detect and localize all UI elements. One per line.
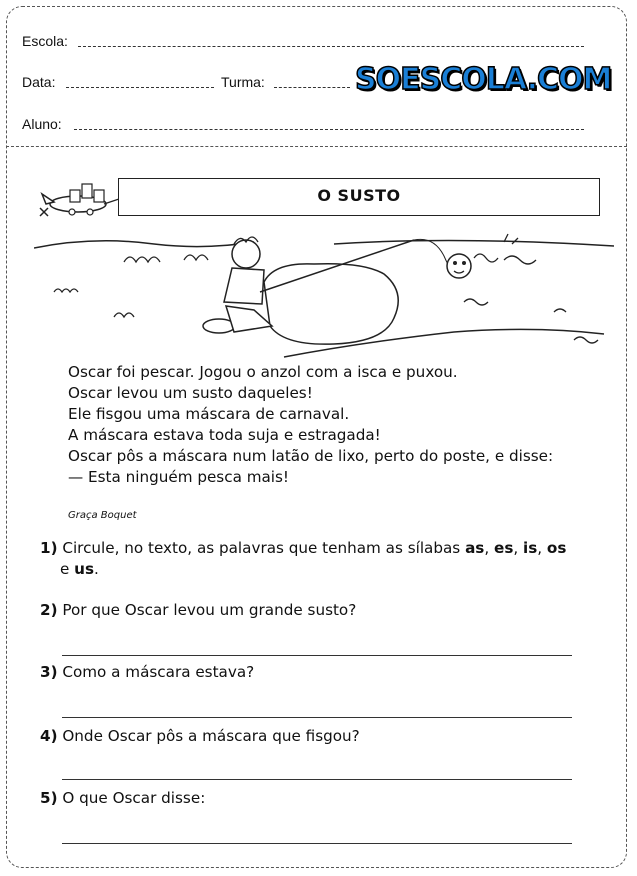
class-field[interactable] — [274, 87, 350, 88]
story-author: Graça Boquet — [68, 510, 137, 521]
syllable-us: us — [74, 560, 95, 578]
story-line: Oscar levou um susto daqueles! — [68, 384, 313, 402]
question-2 — [40, 600, 615, 621]
syllable-os: os — [546, 539, 567, 557]
class-label: Turma: — [221, 74, 265, 90]
question-text-cont: e — [60, 560, 75, 578]
question-number: 2) — [40, 601, 58, 619]
question-number: 1) — [40, 539, 58, 557]
answer-line-5[interactable] — [62, 843, 572, 844]
story-title: O SUSTO — [317, 186, 401, 205]
date-label: Data: — [22, 74, 56, 90]
story-line: Ele fisgou uma máscara de carnaval. — [68, 405, 350, 423]
question-text: Onde Oscar pôs a máscara que fisgou? — [62, 727, 360, 745]
question-text: O que Oscar disse: — [62, 789, 206, 807]
story-line: Oscar pôs a máscara num latão de lixo, perto do poste, e disse: — [68, 447, 554, 465]
separator: , — [484, 539, 495, 557]
period: . — [94, 560, 99, 578]
airplane-illustration — [32, 168, 124, 220]
date-field[interactable] — [66, 87, 214, 88]
question-number: 4) — [40, 727, 58, 745]
separator: , — [513, 539, 524, 557]
question-text: Por que Oscar levou um grande susto? — [62, 601, 357, 619]
story-line: A máscara estava toda suja e estragada! — [68, 426, 381, 444]
question-text: Como a máscara estava? — [62, 663, 255, 681]
student-label: Aluno: — [22, 116, 62, 132]
syllable-as: as — [465, 539, 485, 557]
answer-line-4[interactable] — [62, 779, 572, 780]
answer-line-3[interactable] — [62, 717, 572, 718]
question-4 — [40, 726, 615, 747]
boy-fishing-illustration — [34, 222, 614, 360]
syllable-es: es — [494, 539, 514, 557]
question-1 — [40, 538, 615, 580]
student-field[interactable] — [74, 129, 584, 130]
story-line: Oscar foi pescar. Jogou o anzol com a isca e puxou. — [68, 363, 458, 381]
header-divider — [6, 146, 627, 147]
question-number: 3) — [40, 663, 58, 681]
separator: , — [537, 539, 547, 557]
title-banner — [118, 178, 600, 216]
question-3 — [40, 662, 615, 683]
answer-line-2[interactable] — [62, 655, 572, 656]
school-field[interactable] — [78, 46, 584, 47]
story-text — [68, 362, 618, 488]
soescola-logo: SOESCOLA.COM — [355, 62, 612, 97]
school-label: Escola: — [22, 33, 68, 49]
story-line: — Esta ninguém pesca mais! — [68, 468, 290, 486]
question-text: Circule, no texto, as palavras que tenham as sílabas — [62, 539, 466, 557]
syllable-is: is — [523, 539, 538, 557]
question-number: 5) — [40, 789, 58, 807]
question-5 — [40, 788, 615, 809]
